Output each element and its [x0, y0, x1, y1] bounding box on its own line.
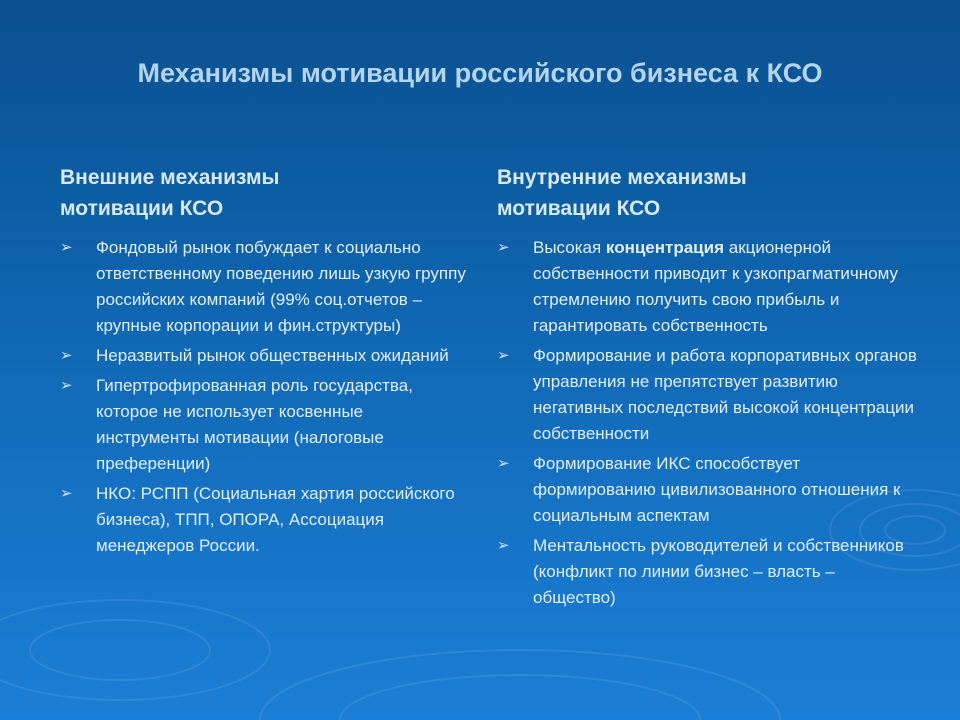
list-item-text-bold: концентрация	[605, 238, 725, 257]
list-item-text: Гипертрофированная роль государства, которое не использует косвенные инструменты мотивации (налоговые преференции)	[96, 376, 413, 473]
internal-list	[497, 235, 917, 611]
list-item	[497, 451, 917, 529]
internal-mechanisms-column	[497, 162, 917, 615]
chevron-right-icon: ➢	[60, 239, 73, 256]
external-heading	[60, 162, 470, 224]
list-item	[60, 343, 470, 369]
list-item	[497, 235, 917, 339]
internal-heading-line1: Внутренние механизмы	[497, 166, 747, 189]
chevron-right-icon: ➢	[497, 347, 510, 364]
chevron-right-icon: ➢	[497, 537, 510, 554]
slide-title: Механизмы мотивации российского бизнеса к КСО	[137, 58, 823, 88]
list-item-text: Фондовый рынок побуждает к социально ответственному поведению лишь узкую группу российских компаний (99% соц.отчетов – крупные корпорации и фин.структуры)	[96, 238, 466, 335]
list-item-text: Формирование ИКС способствует формированию цивилизованного отношения к социальным аспектам	[533, 454, 901, 525]
chevron-right-icon: ➢	[497, 239, 510, 256]
list-item-text: Формирование и работа корпоративных органов управления не препятствует развитию негативных последствий высокой концентрации собственности	[533, 346, 917, 443]
list-item-text: НКО: РСПП (Социальная хартия российского бизнеса), ТПП, ОПОРА, Ассоциация менеджеров России.	[96, 484, 455, 555]
external-heading-line1: Внешние механизмы	[60, 166, 280, 189]
list-item	[60, 235, 470, 339]
list-item-text: Ментальность руководителей и собственников (конфликт по линии бизнес – власть – общество)	[533, 536, 904, 607]
external-list	[60, 235, 470, 559]
list-item-text: Неразвитый рынок общественных ожиданий	[96, 346, 449, 365]
internal-heading	[497, 162, 917, 224]
internal-heading-line2: мотивации КСО	[497, 197, 661, 220]
chevron-right-icon: ➢	[497, 455, 510, 472]
chevron-right-icon: ➢	[60, 485, 73, 502]
list-item	[60, 481, 470, 559]
chevron-right-icon: ➢	[60, 347, 73, 364]
list-item-text-pre: Высокая	[533, 238, 606, 257]
list-item	[497, 343, 917, 447]
external-heading-line2: мотивации КСО	[60, 197, 224, 220]
chevron-right-icon: ➢	[60, 377, 73, 394]
list-item	[497, 533, 917, 611]
external-mechanisms-column	[60, 162, 470, 563]
list-item	[60, 373, 470, 477]
list-item-text-post: акционерной собственности приводит к узкопрагматичному стремлению получить свою прибыль и гарантировать собственность	[533, 238, 898, 335]
